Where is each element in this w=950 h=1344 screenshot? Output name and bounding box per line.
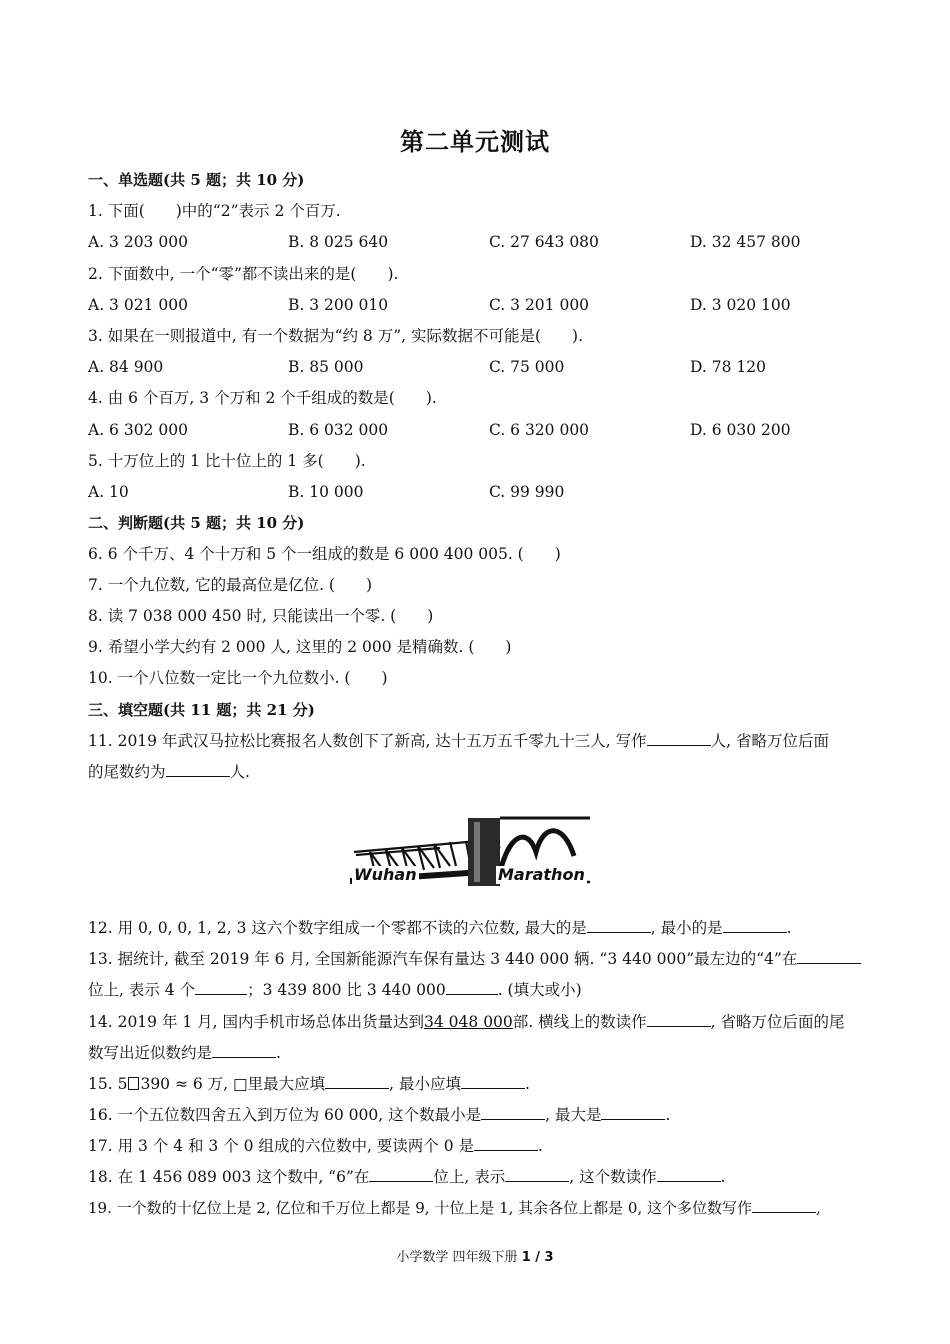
q16-blank-1[interactable] xyxy=(481,1105,545,1120)
q5-option-b: B. 10 000 xyxy=(288,483,364,501)
q5-option-a: A. 10 xyxy=(88,483,129,501)
q1-option-c: C. 27 643 080 xyxy=(489,233,599,251)
q16-text-2: , 最大是 xyxy=(545,1106,602,1124)
q11-text-3: 的尾数约为 xyxy=(88,763,166,781)
q14-text-1: 14. 2019 年 1 月, 国内手机市场总体出货量达到 xyxy=(88,1013,425,1031)
q3-option-d: D. 78 120 xyxy=(690,358,766,376)
q4-option-b: B. 6 032 000 xyxy=(288,421,389,439)
q13-text-3: ；3 439 800 比 3 440 000 xyxy=(247,981,446,999)
q18-text-2: 位上, 表示 xyxy=(433,1168,506,1186)
q13-blank-3[interactable] xyxy=(446,980,498,995)
section-heading-single-choice: 一、单选题(共 5 题；共 10 分) xyxy=(88,171,305,189)
question-3: 3. 如果在一则报道中, 有一个数据为“约 8 万”, 实际数据不可能是( ). xyxy=(88,327,584,345)
question-18 xyxy=(88,1167,726,1187)
q13-text-1: 13. 据统计, 截至 2019 年 6 月, 全国新能源汽车保有量达 3 440 000 辆. “3 440 000”最左边的“4”在 xyxy=(88,950,798,968)
q4-option-c: C. 6 320 000 xyxy=(489,421,590,439)
q15-text-2: 390 ≈ 6 万, □里最大应填 xyxy=(140,1075,326,1093)
page-footer xyxy=(0,1246,950,1265)
question-5: 5. 十万位上的 1 比十位上的 1 多( ). xyxy=(88,452,366,470)
q4-option-d: D. 6 030 200 xyxy=(690,421,791,439)
question-10: 10. 一个八位数一定比一个九位数小. ( ) xyxy=(88,669,388,687)
q15-blank-2[interactable] xyxy=(461,1074,525,1089)
q1-option-a: A. 3 203 000 xyxy=(88,233,188,251)
question-14-line-1 xyxy=(88,1012,845,1032)
q3-option-b: B. 85 000 xyxy=(288,358,364,376)
question-13-line-1 xyxy=(88,949,861,969)
q18-text-3: , 这个数读作 xyxy=(569,1168,657,1186)
question-19 xyxy=(88,1198,821,1218)
square-box-icon xyxy=(128,1077,139,1090)
question-16 xyxy=(88,1105,670,1125)
q14-text-5: . xyxy=(276,1044,281,1062)
question-9: 9. 希望小学大约有 2 000 人, 这里的 2 000 是精确数. ( ) xyxy=(88,638,512,656)
question-13-line-2 xyxy=(88,980,582,1000)
section-heading-fill-blank: 三、填空题(共 11 题；共 21 分) xyxy=(88,701,315,719)
q16-text-1: 16. 一个五位数四舍五入到万位为 60 000, 这个数最小是 xyxy=(88,1106,482,1124)
q18-blank-3[interactable] xyxy=(657,1167,721,1182)
q14-blank-1[interactable] xyxy=(647,1012,711,1027)
q2-option-d: D. 3 020 100 xyxy=(690,296,791,314)
question-2: 2. 下面数中, 一个“零”都不读出来的是( ). xyxy=(88,265,399,283)
q1-option-b: B. 8 025 640 xyxy=(288,233,389,251)
question-7: 7. 一个九位数, 它的最高位是亿位. ( ) xyxy=(88,576,373,594)
q11-text-2: 人, 省略万位后面 xyxy=(710,732,830,750)
question-8: 8. 读 7 038 000 450 时, 只能读出一个零. ( ) xyxy=(88,607,434,625)
question-14-line-2 xyxy=(88,1043,281,1063)
question-11-line-1 xyxy=(88,731,829,751)
page-title: 第二单元测试 xyxy=(400,127,550,156)
q12-text-1: 12. 用 0, 0, 0, 1, 2, 3 这六个数字组成一个零都不读的六位数, 最大的是 xyxy=(88,919,587,937)
q12-text-2: , 最小的是 xyxy=(650,919,723,937)
q17-text-2: . xyxy=(538,1137,543,1155)
question-11-line-2 xyxy=(88,762,250,782)
q15-blank-1[interactable] xyxy=(325,1074,389,1089)
q11-blank-1[interactable] xyxy=(647,731,711,746)
question-17 xyxy=(88,1136,543,1156)
q14-text-3: , 省略万位后面的尾 xyxy=(710,1013,845,1031)
q16-text-3: . xyxy=(665,1106,671,1124)
q13-blank-1[interactable] xyxy=(797,949,861,964)
q15-text-4: . xyxy=(525,1075,530,1093)
q12-blank-2[interactable] xyxy=(723,918,787,933)
q15-text-1: 15. 5 xyxy=(88,1075,128,1093)
q18-text-4: . xyxy=(720,1168,726,1186)
q2-option-a: A. 3 021 000 xyxy=(88,296,188,314)
q15-text-3: , 最小应填 xyxy=(389,1075,462,1093)
question-6: 6. 6 个千万、4 个十万和 5 个一组成的数是 6 000 400 005. ( ) xyxy=(88,545,561,563)
q14-underlined-number: 34 048 000 xyxy=(424,1013,513,1031)
q14-text-4: 数写出近似数约是 xyxy=(88,1044,213,1062)
q11-text-4: 人. xyxy=(229,763,250,781)
q12-blank-1[interactable] xyxy=(587,918,651,933)
page-number: 1 / 3 xyxy=(521,1250,554,1265)
question-1: 1. 下面( )中的“2”表示 2 个百万. xyxy=(88,202,341,220)
q19-text-1: 19. 一个数的十亿位上是 2, 亿位和千万位上都是 9, 十位上是 1, 其余各位上都是 0, 这个多位数写作 xyxy=(88,1199,753,1217)
q14-text-2: 部. 横线上的数读作 xyxy=(512,1013,647,1031)
q1-option-d: D. 32 457 800 xyxy=(690,233,801,251)
q13-text-4: . (填大或小) xyxy=(497,981,582,999)
q11-text-1: 11. 2019 年武汉马拉松比赛报名人数创下了新高, 达十五万五千零九十三人, 写作 xyxy=(88,732,647,750)
logo-text-right: Marathon xyxy=(498,865,585,884)
q18-text-1: 18. 在 1 456 089 003 这个数中, “6”在 xyxy=(88,1168,370,1186)
q2-option-c: C. 3 201 000 xyxy=(489,296,590,314)
q18-blank-2[interactable] xyxy=(505,1167,569,1182)
q3-option-c: C. 75 000 xyxy=(489,358,565,376)
question-15 xyxy=(88,1074,530,1094)
section-heading-true-false: 二、判断题(共 5 题；共 10 分) xyxy=(88,514,305,532)
q12-text-3: . xyxy=(786,919,792,937)
q4-option-a: A. 6 302 000 xyxy=(88,421,188,439)
q14-blank-2[interactable] xyxy=(212,1043,276,1058)
question-4: 4. 由 6 个百万, 3 个万和 2 个千组成的数是( ). xyxy=(88,389,437,407)
q13-text-2: 位上, 表示 4 个 xyxy=(88,981,196,999)
q13-blank-2[interactable] xyxy=(195,980,247,995)
q17-text-1: 17. 用 3 个 4 和 3 个 0 组成的六位数中, 要读两个 0 是 xyxy=(88,1137,475,1155)
q2-option-b: B. 3 200 010 xyxy=(288,296,389,314)
q19-text-2: , xyxy=(816,1199,821,1217)
question-12 xyxy=(88,918,792,938)
q16-blank-2[interactable] xyxy=(601,1105,665,1120)
q19-blank-1[interactable] xyxy=(752,1198,816,1213)
q17-blank-1[interactable] xyxy=(474,1136,538,1151)
q5-option-c: C. 99 990 xyxy=(489,483,565,501)
q18-blank-1[interactable] xyxy=(369,1167,433,1182)
q11-blank-2[interactable] xyxy=(166,762,230,777)
logo-text-left: Wuhan xyxy=(354,865,417,884)
footer-label: 小学数学 四年级下册 xyxy=(396,1250,522,1265)
q3-option-a: A. 84 900 xyxy=(88,358,164,376)
